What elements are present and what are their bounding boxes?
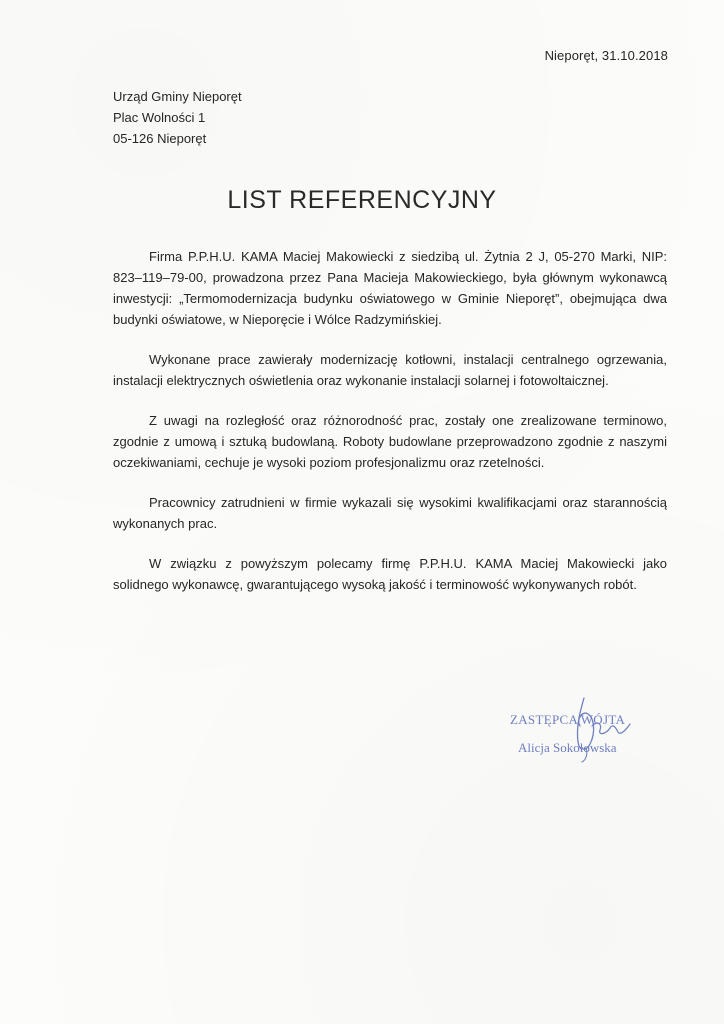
recipient-address [113, 86, 242, 149]
paragraph-works-scope: Wykonane prace zawierały modernizację kotłowni, instalacji centralnego ogrzewania, instalacji elektrycznych oświetlenia oraz wykonanie instalacji solarnej i fotowoltaicznej. [113, 352, 667, 388]
recipient-postcode-city: 05-126 Nieporęt [113, 131, 207, 146]
letter-date: Nieporęt, 31.10.2018 [544, 48, 668, 63]
letter-title: LIST REFERENCYJNY [227, 186, 497, 214]
paragraph-company-info: Firma P.P.H.U. KAMA Maciej Makowiecki z siedzibą ul. Żytnia 2 J, 05-270 Marki, NIP: 823–119–79-00, prowadzona przez Pana Macieja Makowieckiego, była głównym wykonawcą inwestycji: „Termomodernizacja budynku oświatowego w Gminie Nieporęt”, obejmująca dwa budynki oświatowe, w Nieporęcie i Wólce Radzymińskiej. [113, 249, 667, 327]
paragraph-execution-quality: Z uwagi na rozległość oraz różnorodność prac, zostały one zrealizowane terminowo, zgodnie z umową i sztuką budowlaną. Roboty budowlane przeprowadzono zgodnie z naszymi oczekiwaniami, cechuje je wysoki poziom profesjonalizmu oraz rzetelności. [113, 413, 667, 470]
signature-stamp [506, 690, 656, 770]
stamp-position: ZASTĘPCA WÓJTA [510, 712, 626, 727]
paragraph-recommendation: W związku z powyższym polecamy firmę P.P.H.U. KAMA Maciej Makowiecki jako solidnego wykonawcę, gwarantującego wysoką jakość i terminowość wykonywanych robót. [113, 556, 667, 592]
recipient-street: Plac Wolności 1 [113, 110, 206, 125]
paragraph-staff-qualifications: Pracownicy zatrudnieni w firmie wykazali się wysokimi kwalifikacjami oraz starannością wykonanych prac. [113, 495, 667, 531]
stamp-signatory-name: Alicja Sokołowska [518, 740, 617, 755]
letter-body [113, 246, 667, 614]
recipient-name: Urząd Gminy Nieporęt [113, 89, 242, 104]
